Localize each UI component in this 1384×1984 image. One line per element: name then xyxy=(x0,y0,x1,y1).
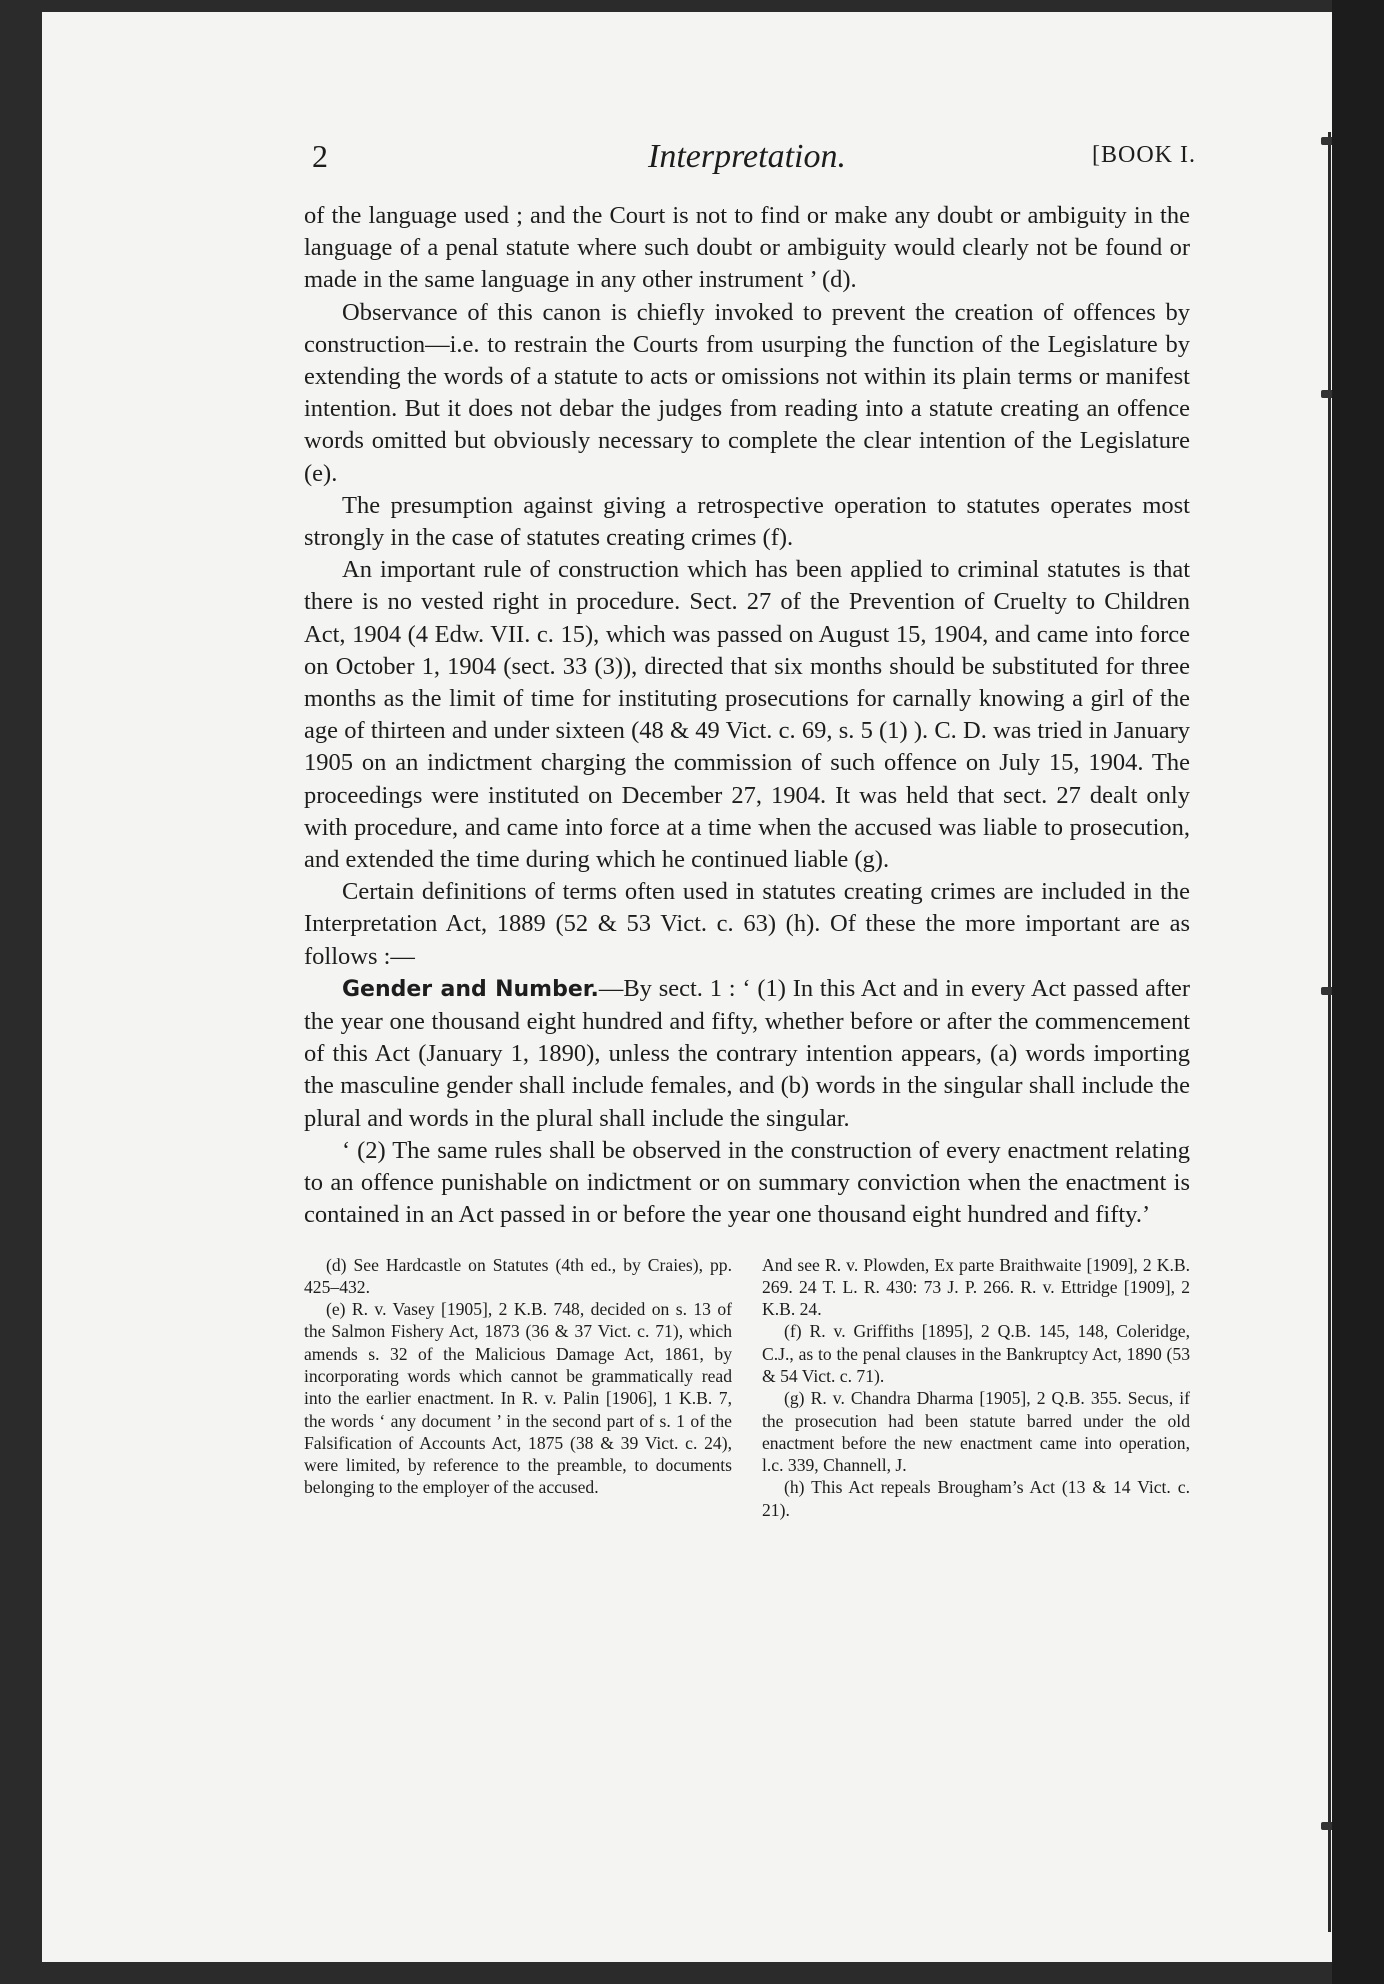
paragraph: An important rule of construction which has been applied to criminal statutes is that there is no vested right in procedure. Sect. 27 of the Prevention of Cruelty to Children Act, 1904 (4 Edw. VII. c. 15), which was passed on August 15, 1904, and came into force on October 1, 1904 (sect. 33 (3)), directed that six months should be substituted for three months as the limit of time for instituting prosecutions for carnally knowing a girl of the age of thirteen and under sixteen (48 & 49 Vict. c. 69, s. 5 (1) ). C. D. was tried in January 1905 on an indictment charging the commission of such offence on July 15, 1904. The proceedings were instituted on December 27, 1904. It was held that sect. 27 dealt only with procedure, and came into force at a time when the accused was liable to prosecution, and extended the time during which he continued liable (g). xyxy=(304,556,1190,874)
paragraph: of the language used ; and the Court is not to find or make any doubt or ambiguity in the language of a penal statute where such doubt or ambiguity would clearly not be found or made in the same language in any other instrument ’ (d). xyxy=(304,202,1190,294)
binding-stitch xyxy=(1321,1822,1332,1830)
paragraph xyxy=(304,973,1190,1135)
footnotes xyxy=(304,1254,1190,1522)
binding-thread xyxy=(1328,132,1331,1932)
page-number: 2 xyxy=(312,138,328,174)
paragraph-text: —By sect. 1 : ‘ (1) In this Act and in every Act passed after the year one thousand eight hundred and fifty, whether before or after the commencement of this Act (January 1, 1890), unless the contrary intention appears, (a) words importing the masculine gender shall include females, and (b) words in the singular shall include the plural and words in the plural shall include the singular. xyxy=(304,974,1190,1132)
paragraph: The presumption against giving a retrospective operation to statutes operates most strongly in the case of statutes creating crimes (f). xyxy=(304,491,1190,552)
footnote: And see R. v. Plowden, Ex parte Braithwaite [1909], 2 K.B. 269. 24 T. L. R. 430: 73 J. P. 266. R. v. Ettridge [1909], 2 K.B. 24. xyxy=(762,1254,1190,1320)
book-label: [BOOK I. xyxy=(1092,142,1196,168)
paragraph: Observance of this canon is chiefly invoked to prevent the creation of offences by construction—i.e. to restrain the Courts from usurping the function of the Legislature by extending the words of a statute to acts or omissions not within its plain terms or manifest intention. But it does not debar the judges from reading into a statute creating an offence words omitted but obviously necessary to complete the clear intention of the Legislature (e). xyxy=(304,298,1190,487)
footnote: (h) This Act repeals Brougham’s Act (13 & 14 Vict. c. 21). xyxy=(762,1477,1190,1520)
footnote: (g) R. v. Chandra Dharma [1905], 2 Q.B. 355. Secus, if the prosecution had been statute barred under the old enactment before the new enactment came into operation, l.c. 339, Channell, J. xyxy=(762,1388,1190,1476)
footnote-column-right xyxy=(762,1254,1190,1522)
paragraph: ‘ (2) The same rules shall be observed in the construction of every enactment relating to an offence punishable on indictment or on summary conviction when the enactment is contained in an Act passed in or before the year one thousand eight hundred and fifty.’ xyxy=(304,1136,1190,1229)
page-content xyxy=(304,138,1196,1521)
binding-stitch xyxy=(1321,137,1332,145)
running-title: Interpretation. xyxy=(648,138,846,175)
running-head xyxy=(304,138,1196,186)
footnote: (f) R. v. Griffiths [1895], 2 Q.B. 145, 148, Coleridge, C.J., as to the penal clauses in the Bankruptcy Act, 1890 (53 & 54 Vict. c. 71). xyxy=(762,1321,1190,1386)
binding-stitch xyxy=(1321,987,1332,995)
book-page xyxy=(42,12,1332,1962)
binding-stitch xyxy=(1321,390,1332,398)
paragraph: Certain definitions of terms often used in statutes creating crimes are included in the Interpretation Act, 1889 (52 & 53 Vict. c. 63) (h). Of these the more important are as follows :— xyxy=(304,878,1190,970)
binding-strip xyxy=(1332,0,1384,1984)
body-text xyxy=(304,200,1190,1232)
footnote: (e) R. v. Vasey [1905], 2 K.B. 748, decided on s. 13 of the Salmon Fishery Act, 1873 (36 & 37 Vict. c. 71), which amends s. 32 of the Malicious Damage Act, 1861, by incorporating words which cannot be grammatically read into the earlier enactment. In R. v. Palin [1906], 1 K.B. 7, the words ‘ any document ’ in the second part of s. 1 of the Falsification of Accounts Act, 1875 (38 & 39 Vict. c. 24), were limited, by reference to the preamble, to documents belonging to the employer of the accused. xyxy=(304,1299,732,1498)
footnote-column-left xyxy=(304,1254,732,1522)
section-heading: Gender and Number. xyxy=(342,976,599,1002)
footnote: (d) See Hardcastle on Statutes (4th ed., by Craies), pp. 425–432. xyxy=(304,1254,732,1297)
